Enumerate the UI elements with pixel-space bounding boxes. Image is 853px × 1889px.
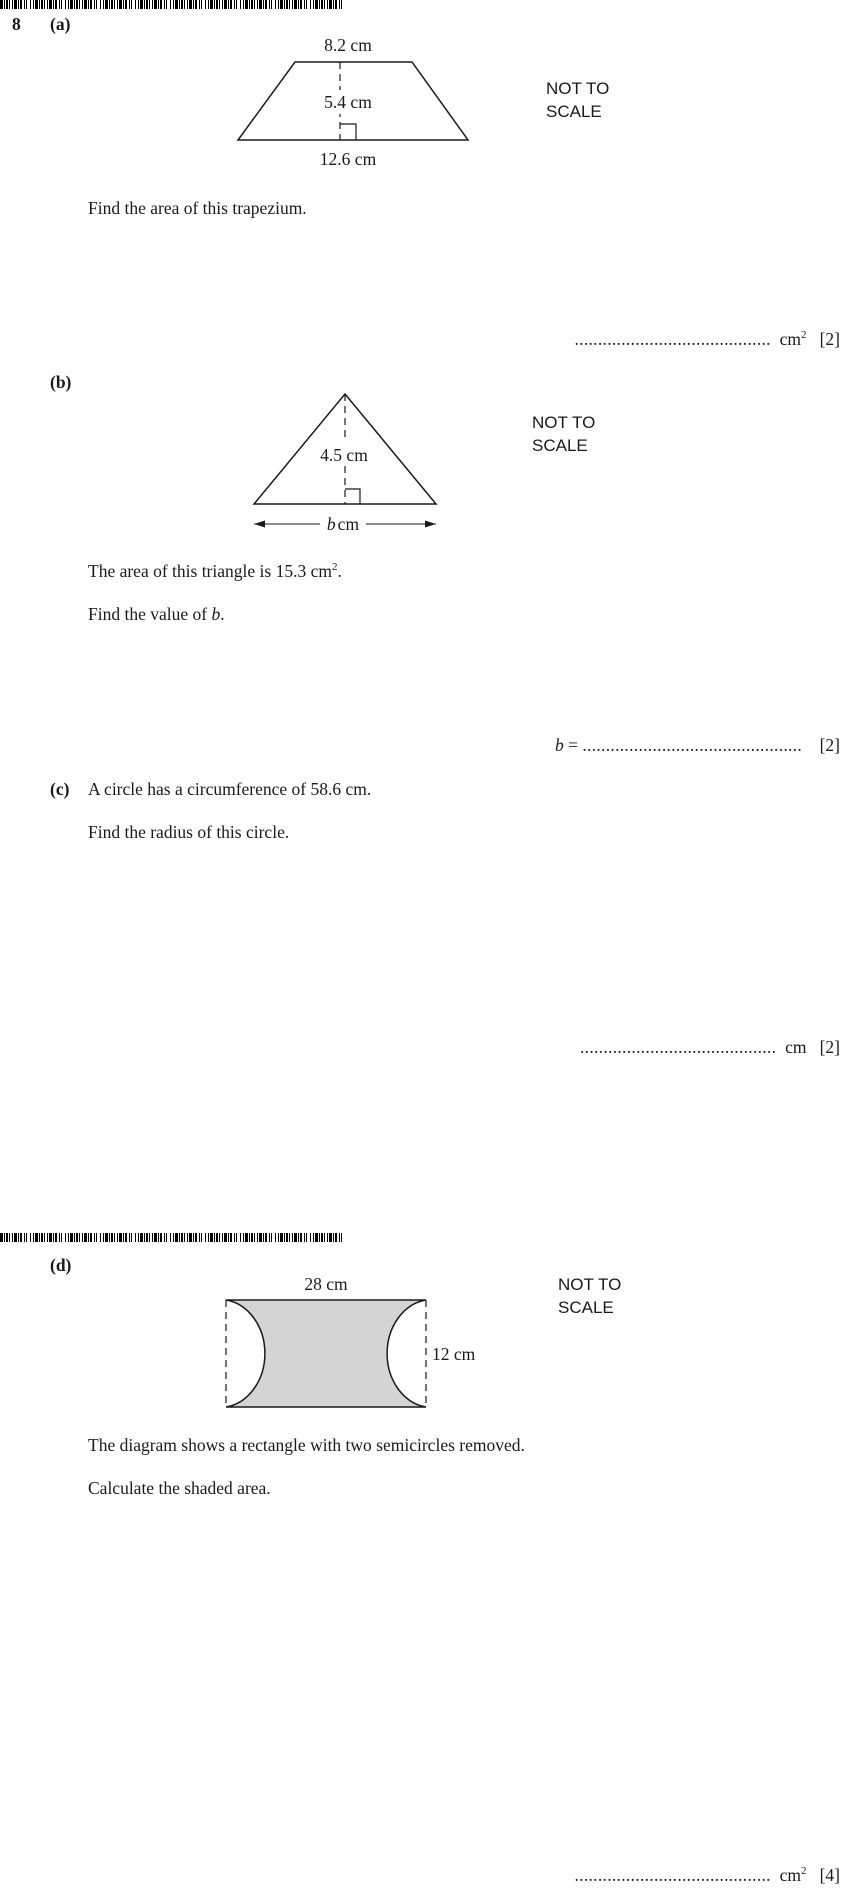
part-b-label: (b) xyxy=(50,372,72,392)
part-a-question: Find the area of this trapezium. xyxy=(88,198,307,218)
trapezium-height-label: 5.4 cm xyxy=(324,92,372,112)
marks: [2] xyxy=(819,1037,840,1057)
trapezium-diagram xyxy=(225,28,485,178)
triangle-diagram xyxy=(245,388,445,538)
triangle-base-label: b cm xyxy=(326,514,360,534)
barcode-top xyxy=(0,0,342,9)
question-number: 8 xyxy=(12,14,21,34)
barcode-middle xyxy=(0,1233,342,1242)
part-c-answer-line xyxy=(580,1037,840,1058)
part-d-statement: The diagram shows a rectangle with two semicircles removed. xyxy=(88,1435,525,1455)
answer-dots[interactable]: .......................................... xyxy=(574,329,771,349)
answer-variable: b xyxy=(554,735,564,755)
rectangle-semicircles-diagram xyxy=(220,1270,490,1410)
not-to-scale-a: NOT TO SCALE xyxy=(546,79,610,121)
marks: [4] xyxy=(819,1865,840,1885)
trapezium-bottom-label: 12.6 cm xyxy=(319,149,377,169)
trapezium-top-label: 8.2 cm xyxy=(324,35,372,55)
part-b-statement: The area of this triangle is 15.3 $cm^2$. xyxy=(88,561,342,581)
part-a-label: (a) xyxy=(50,14,71,34)
not-to-scale-b: NOT TO SCALE xyxy=(532,413,596,455)
part-d-question: Calculate the shaded area. xyxy=(88,1478,271,1498)
right-angle-marker xyxy=(340,124,356,140)
not-to-scale-d: NOT TO SCALE xyxy=(558,1275,622,1317)
answer-dots[interactable]: .......................................... xyxy=(574,1865,771,1885)
answer-unit: cm xyxy=(779,329,801,349)
answer-unit: cm xyxy=(779,1865,801,1885)
part-d-label: (d) xyxy=(50,1255,72,1275)
marks: [2] xyxy=(819,329,840,349)
marks: [2] xyxy=(819,735,840,755)
rectangle-height-label: 12 cm xyxy=(432,1344,476,1364)
answer-dots[interactable]: ............................................... xyxy=(582,735,803,755)
shaded-region xyxy=(226,1300,426,1407)
part-d-answer-line: .......................................... $cm^2$ [4] xyxy=(574,1865,840,1885)
arrow-right xyxy=(425,521,436,528)
arrow-left xyxy=(254,521,265,528)
part-a-answer-line: .......................................... $cm^2$ [2] xyxy=(574,329,840,349)
part-c-label: (c) xyxy=(50,779,70,799)
part-b-answer-line: b = ............................................... [2] xyxy=(554,735,840,755)
part-c-question: Find the radius of this circle. xyxy=(88,822,290,842)
right-angle-marker xyxy=(345,489,360,504)
rectangle-width-label: 28 cm xyxy=(304,1274,348,1294)
triangle-height-label: 4.5 cm xyxy=(320,445,368,465)
part-b-question: Find the value of b. xyxy=(88,604,225,624)
answer-dots[interactable]: .......................................... xyxy=(579,1037,777,1057)
part-c-statement: A circle has a circumference of 58.6 cm. xyxy=(88,779,372,799)
answer-unit: cm xyxy=(785,1037,807,1057)
